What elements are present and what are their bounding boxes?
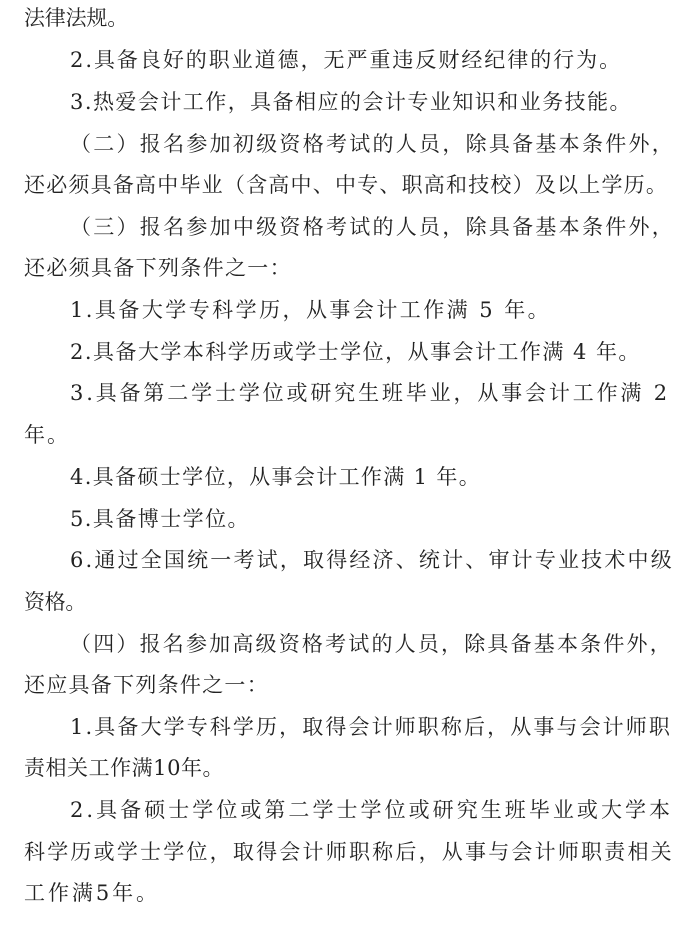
text-line: 4.具备硕士学位，从事会计工作满 1 年。 bbox=[70, 465, 482, 489]
text-line: 1.具备大学专科学历，取得会计师职称后，从事与会计师职 bbox=[70, 715, 673, 739]
text-line: 年。 bbox=[24, 423, 70, 447]
text-line: 资格。 bbox=[24, 590, 87, 614]
text-line: （三）报名参加中级资格考试的人员，除具备基本条件外， bbox=[70, 215, 676, 239]
text-line: （二）报名参加初级资格考试的人员，除具备基本条件外， bbox=[70, 132, 676, 156]
text-line: 责相关工作满10年。 bbox=[24, 756, 225, 780]
text-line: 2.具备良好的职业道德，无严重违反财经纪律的行为。 bbox=[70, 48, 623, 72]
text-line: 6.通过全国统一考试，取得经济、统计、审计专业技术中级 bbox=[70, 548, 674, 572]
text-line: 法律法规。 bbox=[24, 6, 128, 30]
text-line: 工作满5年。 bbox=[24, 881, 161, 905]
text-line: 还必须具备下列条件之一： bbox=[24, 256, 292, 280]
text-line: 1.具备大学专科学历，从事会计工作满 5 年。 bbox=[70, 298, 552, 322]
text-line: （四）报名参加高级资格考试的人员，除具备基本条件外， bbox=[70, 632, 673, 656]
text-line: 还应具备下列条件之一： bbox=[24, 673, 269, 697]
text-line: 5.具备博士学位。 bbox=[70, 507, 250, 531]
text-line: 2.具备硕士学位或第二学士学位或研究生班毕业或大学本 bbox=[70, 798, 674, 822]
text-line: 还必须具备高中毕业（含高中、中专、职高和技校）及以上学历。 bbox=[24, 173, 669, 197]
text-line: 2.具备大学本科学历或学士学位，从事会计工作满 4 年。 bbox=[70, 340, 641, 364]
text-line: 3.热爱会计工作，具备相应的会计专业知识和业务技能。 bbox=[70, 90, 632, 114]
text-line: 科学历或学士学位，取得会计师职称后，从事与会计师职责相关 bbox=[24, 840, 674, 864]
text-line: 3.具备第二学士学位或研究生班毕业，从事会计工作满 2 bbox=[70, 381, 671, 405]
